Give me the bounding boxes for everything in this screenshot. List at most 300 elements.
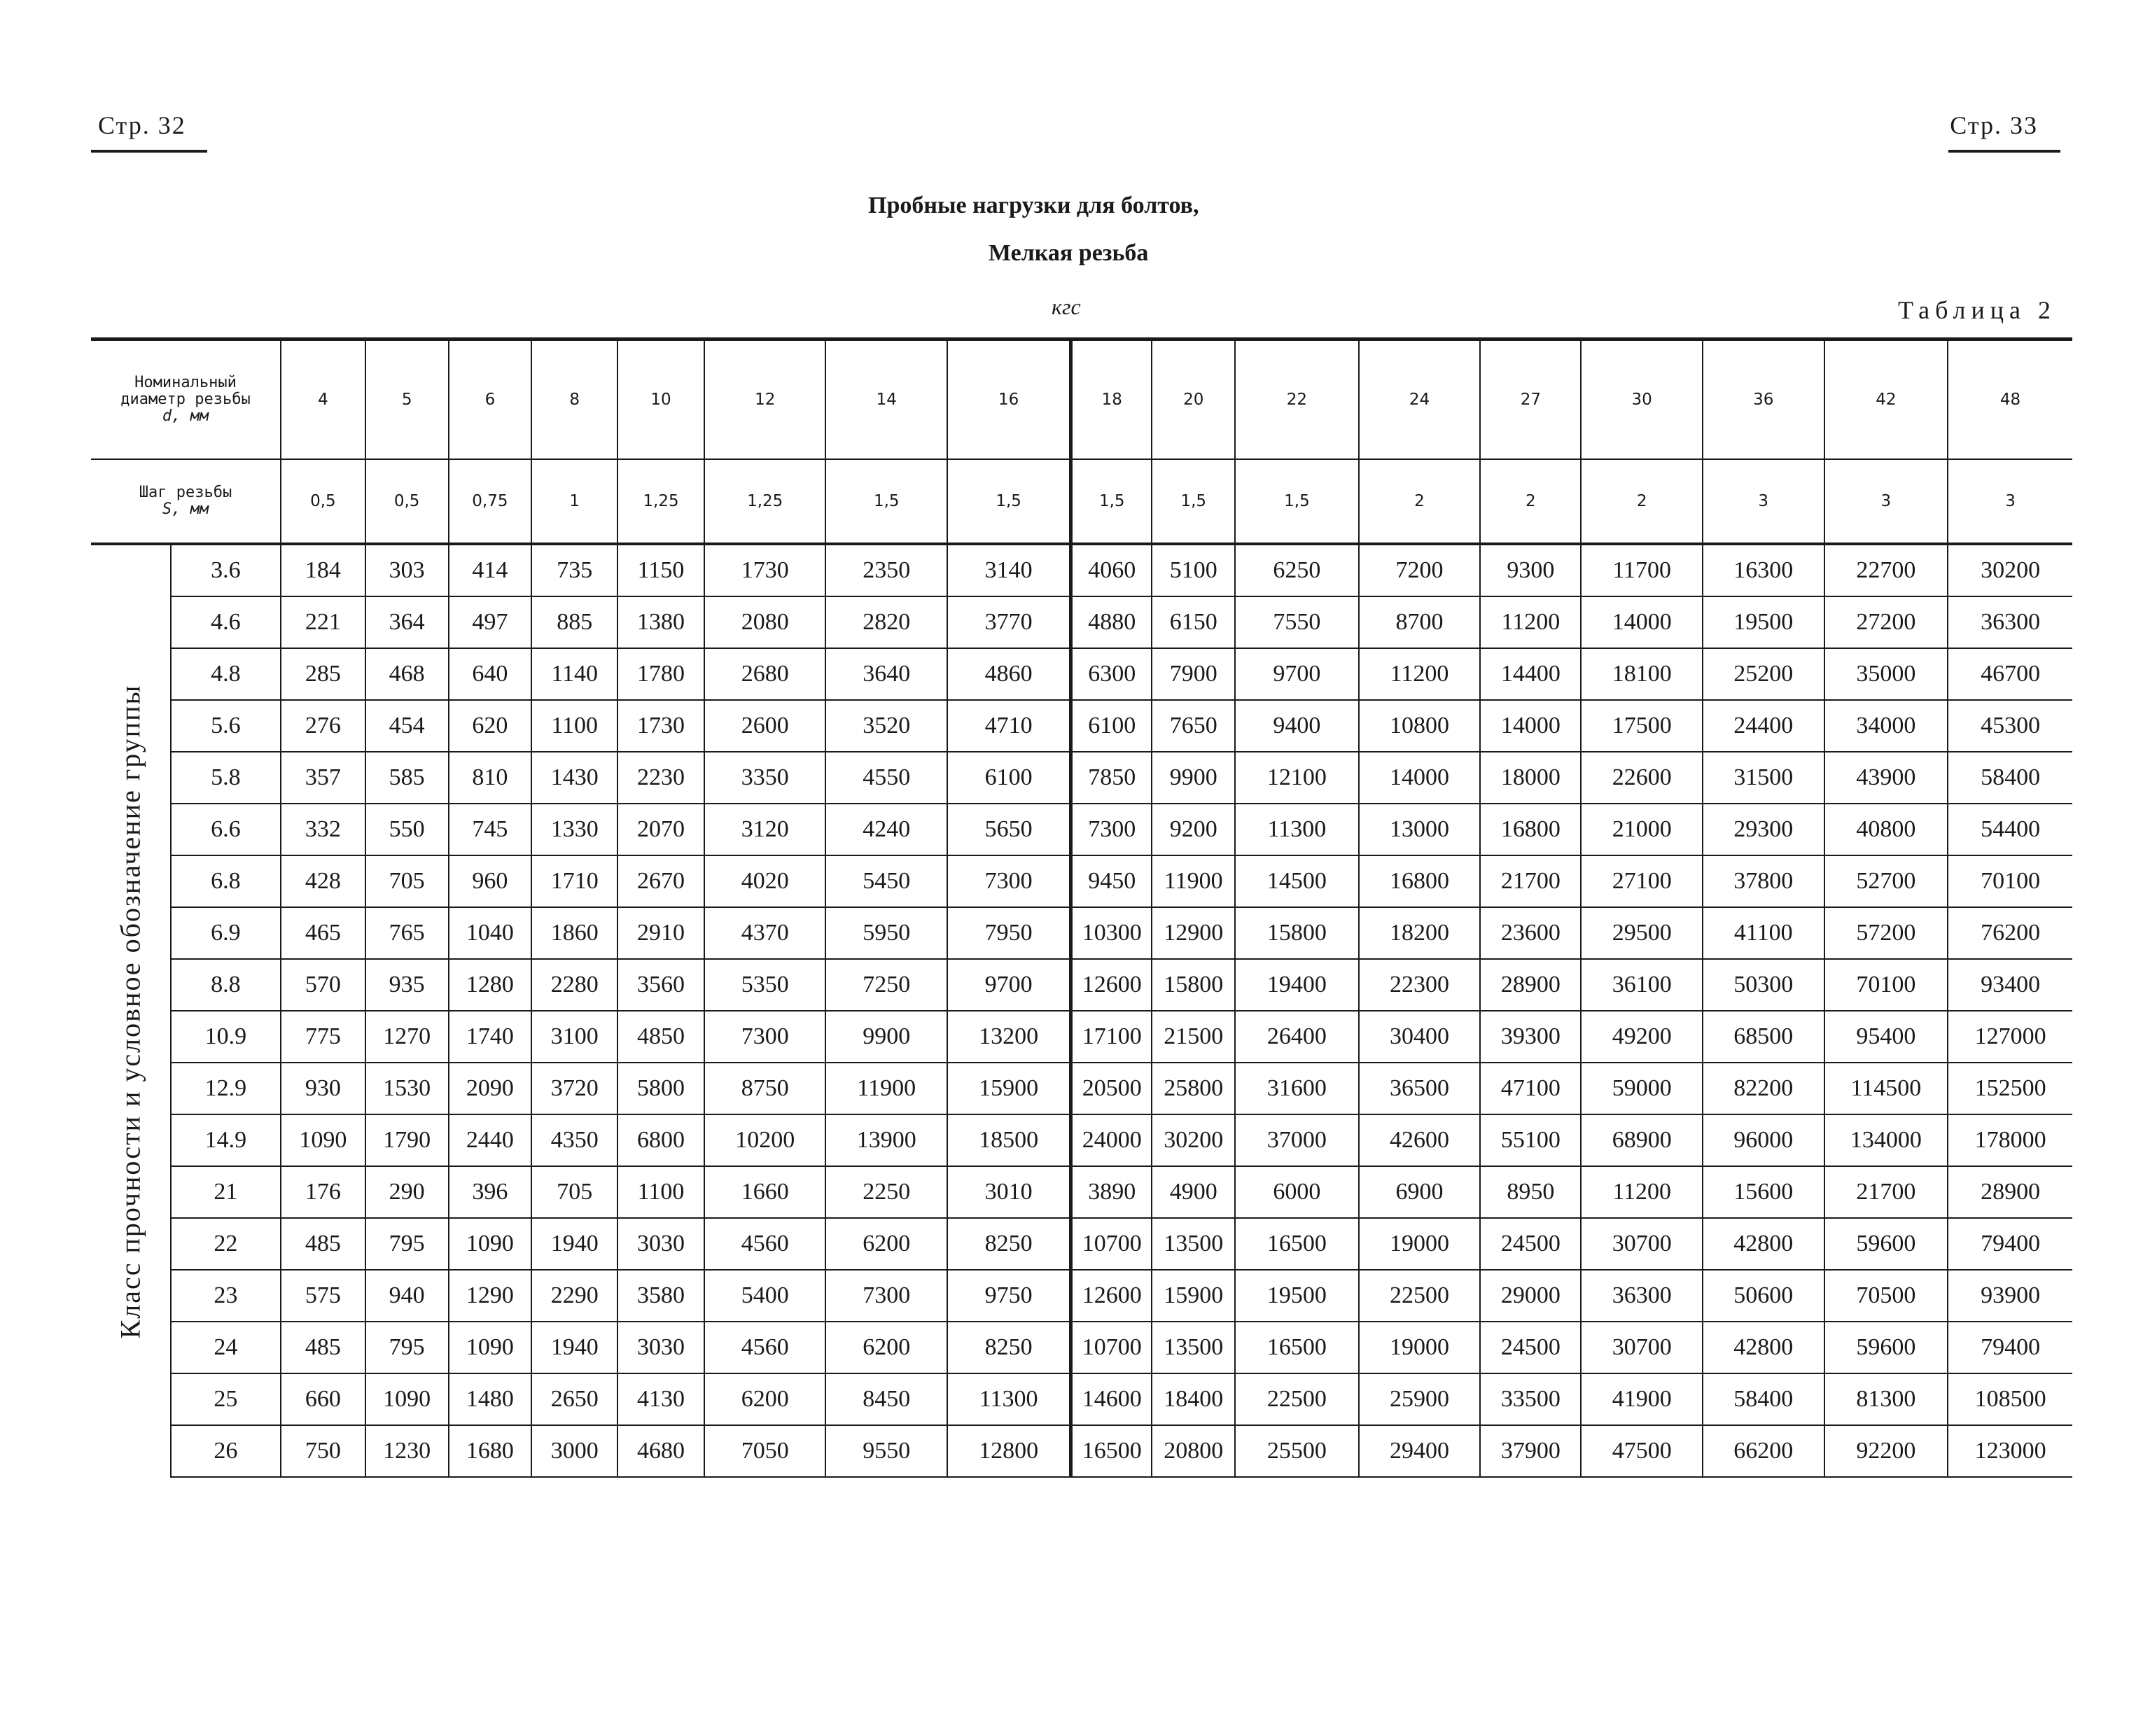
table-row: [91, 1011, 2072, 1063]
load-value-cell: 7550: [1235, 596, 1359, 648]
load-value-cell: 8250: [947, 1322, 1071, 1373]
load-value-cell: 14000: [1480, 700, 1581, 752]
load-value-cell: 21700: [1480, 855, 1581, 907]
load-value-cell: 6000: [1235, 1166, 1359, 1218]
load-value-cell: 26400: [1235, 1011, 1359, 1063]
load-value-cell: 25500: [1235, 1425, 1359, 1477]
diameter-value: 20: [1152, 340, 1235, 460]
load-value-cell: 1940: [531, 1322, 617, 1373]
load-value-cell: 1530: [365, 1063, 449, 1114]
load-value-cell: 3640: [825, 648, 947, 700]
load-value-cell: 28900: [1480, 959, 1581, 1011]
load-value-cell: 7300: [1071, 804, 1152, 855]
load-value-cell: 37000: [1235, 1114, 1359, 1166]
load-value-cell: 12600: [1071, 1270, 1152, 1322]
load-value-cell: 17100: [1071, 1011, 1152, 1063]
load-value-cell: 4850: [617, 1011, 704, 1063]
diameter-value: 10: [617, 340, 704, 460]
load-value-cell: 57200: [1824, 907, 1948, 959]
load-value-cell: 2280: [531, 959, 617, 1011]
load-value-cell: 19000: [1359, 1218, 1481, 1270]
load-value-cell: 1140: [531, 648, 617, 700]
load-value-cell: 1090: [449, 1322, 532, 1373]
load-value-cell: 9200: [1152, 804, 1235, 855]
strength-class-cell: 25: [171, 1373, 281, 1425]
diameter-label-line: d, мм: [162, 407, 209, 425]
load-value-cell: 8950: [1480, 1166, 1581, 1218]
load-value-cell: 70100: [1824, 959, 1948, 1011]
load-value-cell: 1330: [531, 804, 617, 855]
load-value-cell: 2680: [704, 648, 826, 700]
load-value-cell: 332: [281, 804, 365, 855]
load-value-cell: 9700: [947, 959, 1071, 1011]
load-value-cell: 1940: [531, 1218, 617, 1270]
load-value-cell: 575: [281, 1270, 365, 1322]
load-value-cell: 364: [365, 596, 449, 648]
table-row: [91, 1425, 2072, 1477]
load-value-cell: 93400: [1948, 959, 2072, 1011]
strength-class-cell: 5.6: [171, 700, 281, 752]
load-value-cell: 30200: [1948, 544, 2072, 596]
load-value-cell: 50600: [1703, 1270, 1824, 1322]
load-value-cell: 3100: [531, 1011, 617, 1063]
load-value-cell: 8750: [704, 1063, 826, 1114]
diameter-label-line: диаметр резьбы: [120, 391, 251, 408]
load-value-cell: 2910: [617, 907, 704, 959]
load-value-cell: 4860: [947, 648, 1071, 700]
load-value-cell: 2070: [617, 804, 704, 855]
load-value-cell: 3000: [531, 1425, 617, 1477]
load-value-cell: 497: [449, 596, 532, 648]
load-value-cell: 24500: [1480, 1218, 1581, 1270]
diameter-value: 24: [1359, 340, 1481, 460]
table-row: [91, 855, 2072, 907]
load-value-cell: 30700: [1581, 1218, 1703, 1270]
strength-class-cell: 26: [171, 1425, 281, 1477]
load-value-cell: 37800: [1703, 855, 1824, 907]
load-value-cell: 6100: [947, 752, 1071, 804]
load-value-cell: 19500: [1235, 1270, 1359, 1322]
strength-class-cell: 22: [171, 1218, 281, 1270]
load-value-cell: 7200: [1359, 544, 1481, 596]
load-value-cell: 9400: [1235, 700, 1359, 752]
load-value-cell: 1380: [617, 596, 704, 648]
load-value-cell: 1780: [617, 648, 704, 700]
load-value-cell: 40800: [1824, 804, 1948, 855]
load-value-cell: 7300: [825, 1270, 947, 1322]
load-value-cell: 3140: [947, 544, 1071, 596]
load-value-cell: 70500: [1824, 1270, 1948, 1322]
pitch-value: 0,75: [449, 459, 532, 544]
load-value-cell: 940: [365, 1270, 449, 1322]
diameter-value: 22: [1235, 340, 1359, 460]
diameter-value: 4: [281, 340, 365, 460]
load-value-cell: 660: [281, 1373, 365, 1425]
diameter-value: 6: [449, 340, 532, 460]
table-row: [91, 1218, 2072, 1270]
load-value-cell: 27200: [1824, 596, 1948, 648]
pitch-value: 1,25: [617, 459, 704, 544]
table-row: [91, 1270, 2072, 1322]
load-value-cell: 12600: [1071, 959, 1152, 1011]
load-value-cell: 70100: [1948, 855, 2072, 907]
load-value-cell: 2230: [617, 752, 704, 804]
load-value-cell: 19000: [1359, 1322, 1481, 1373]
page-number-right: Стр. 33: [1950, 111, 2038, 139]
load-value-cell: 221: [281, 596, 365, 648]
load-value-cell: 29500: [1581, 907, 1703, 959]
load-value-cell: 10700: [1071, 1322, 1152, 1373]
load-value-cell: 134000: [1824, 1114, 1948, 1166]
load-value-cell: 357: [281, 752, 365, 804]
load-value-cell: 7300: [704, 1011, 826, 1063]
load-value-cell: 2350: [825, 544, 947, 596]
load-value-cell: 7050: [704, 1425, 826, 1477]
load-value-cell: 795: [365, 1322, 449, 1373]
load-value-cell: 59600: [1824, 1218, 1948, 1270]
load-value-cell: 3120: [704, 804, 826, 855]
strength-class-cell: 6.6: [171, 804, 281, 855]
load-value-cell: 30700: [1581, 1322, 1703, 1373]
load-value-cell: 6300: [1071, 648, 1152, 700]
load-value-cell: 7250: [825, 959, 947, 1011]
load-value-cell: 15900: [947, 1063, 1071, 1114]
table-row: [91, 1322, 2072, 1373]
diameter-value: 12: [704, 340, 826, 460]
load-value-cell: 3720: [531, 1063, 617, 1114]
load-value-cell: 24000: [1071, 1114, 1152, 1166]
table-row: [91, 700, 2072, 752]
load-value-cell: 36300: [1581, 1270, 1703, 1322]
load-value-cell: 21000: [1581, 804, 1703, 855]
load-value-cell: 4240: [825, 804, 947, 855]
load-value-cell: 1150: [617, 544, 704, 596]
load-value-cell: 19500: [1703, 596, 1824, 648]
load-value-cell: 11900: [825, 1063, 947, 1114]
strength-class-cell: 4.6: [171, 596, 281, 648]
load-value-cell: 7650: [1152, 700, 1235, 752]
load-value-cell: 485: [281, 1322, 365, 1373]
load-value-cell: 2440: [449, 1114, 532, 1166]
load-value-cell: 9300: [1480, 544, 1581, 596]
diameter-value: 16: [947, 340, 1071, 460]
load-value-cell: 4900: [1152, 1166, 1235, 1218]
load-value-cell: 5100: [1152, 544, 1235, 596]
load-value-cell: 4560: [704, 1218, 826, 1270]
pitch-value: 3: [1948, 459, 2072, 544]
load-value-cell: 2250: [825, 1166, 947, 1218]
diameter-value: 30: [1581, 340, 1703, 460]
load-value-cell: 4710: [947, 700, 1071, 752]
table-row: [91, 596, 2072, 648]
load-value-cell: 485: [281, 1218, 365, 1270]
load-value-cell: 30400: [1359, 1011, 1481, 1063]
load-value-cell: 55100: [1480, 1114, 1581, 1166]
load-value-cell: 58400: [1703, 1373, 1824, 1425]
load-value-cell: 31600: [1235, 1063, 1359, 1114]
load-value-cell: 7900: [1152, 648, 1235, 700]
load-value-cell: 4350: [531, 1114, 617, 1166]
load-value-cell: 13200: [947, 1011, 1071, 1063]
load-value-cell: 1660: [704, 1166, 826, 1218]
load-value-cell: 54400: [1948, 804, 2072, 855]
load-value-cell: 22500: [1235, 1373, 1359, 1425]
load-value-cell: 414: [449, 544, 532, 596]
load-value-cell: 303: [365, 544, 449, 596]
load-value-cell: 114500: [1824, 1063, 1948, 1114]
load-value-cell: 79400: [1948, 1322, 2072, 1373]
strength-class-cell: 5.8: [171, 752, 281, 804]
pitch-value: 0,5: [365, 459, 449, 544]
load-value-cell: 705: [365, 855, 449, 907]
load-value-cell: 7950: [947, 907, 1071, 959]
load-value-cell: 47500: [1581, 1425, 1703, 1477]
pitch-value: 1,5: [1152, 459, 1235, 544]
strength-class-cell: 10.9: [171, 1011, 281, 1063]
load-value-cell: 46700: [1948, 648, 2072, 700]
load-value-cell: 9700: [1235, 648, 1359, 700]
load-value-cell: 127000: [1948, 1011, 2072, 1063]
load-value-cell: 705: [531, 1166, 617, 1218]
load-value-cell: 16300: [1703, 544, 1824, 596]
load-value-cell: 21500: [1152, 1011, 1235, 1063]
diameter-value: 48: [1948, 340, 2072, 460]
load-value-cell: 5350: [704, 959, 826, 1011]
load-value-cell: 25800: [1152, 1063, 1235, 1114]
strength-class-cell: 12.9: [171, 1063, 281, 1114]
load-value-cell: 41100: [1703, 907, 1824, 959]
load-value-cell: 12800: [947, 1425, 1071, 1477]
load-value-cell: 3890: [1071, 1166, 1152, 1218]
load-value-cell: 81300: [1824, 1373, 1948, 1425]
load-value-cell: 36100: [1581, 959, 1703, 1011]
load-value-cell: 4370: [704, 907, 826, 959]
pitch-value: 2: [1359, 459, 1481, 544]
load-value-cell: 960: [449, 855, 532, 907]
load-value-cell: 22700: [1824, 544, 1948, 596]
load-value-cell: 43900: [1824, 752, 1948, 804]
diameter-value: 42: [1824, 340, 1948, 460]
load-value-cell: 176: [281, 1166, 365, 1218]
group-label-cell: [91, 544, 171, 1477]
table-row: [91, 544, 2072, 596]
load-value-cell: 29300: [1703, 804, 1824, 855]
load-value-cell: 11200: [1359, 648, 1481, 700]
load-value-cell: 25200: [1703, 648, 1824, 700]
load-value-cell: 59600: [1824, 1322, 1948, 1373]
load-value-cell: 5950: [825, 907, 947, 959]
load-value-cell: 11900: [1152, 855, 1235, 907]
load-value-cell: 23600: [1480, 907, 1581, 959]
load-value-cell: 935: [365, 959, 449, 1011]
page-number-left-underline: [91, 150, 207, 153]
load-value-cell: 45300: [1948, 700, 2072, 752]
load-value-cell: 16500: [1235, 1322, 1359, 1373]
load-value-cell: 68500: [1703, 1011, 1824, 1063]
diameter-value: 27: [1480, 340, 1581, 460]
load-value-cell: 1860: [531, 907, 617, 959]
load-value-cell: 11300: [947, 1373, 1071, 1425]
load-value-cell: 42600: [1359, 1114, 1481, 1166]
load-value-cell: 1430: [531, 752, 617, 804]
table-row: [91, 959, 2072, 1011]
load-value-cell: 76200: [1948, 907, 2072, 959]
load-value-cell: 36300: [1948, 596, 2072, 648]
load-value-cell: 14000: [1359, 752, 1481, 804]
load-value-cell: 3010: [947, 1166, 1071, 1218]
diameter-value: 18: [1071, 340, 1152, 460]
load-value-cell: 4060: [1071, 544, 1152, 596]
load-value-cell: 47100: [1480, 1063, 1581, 1114]
load-value-cell: 13500: [1152, 1322, 1235, 1373]
strength-class-cell: 4.8: [171, 648, 281, 700]
load-value-cell: 29400: [1359, 1425, 1481, 1477]
pitch-value: 1,5: [947, 459, 1071, 544]
load-value-cell: 5650: [947, 804, 1071, 855]
load-value-cell: 3770: [947, 596, 1071, 648]
pitch-header-row: [91, 459, 2072, 544]
load-value-cell: 123000: [1948, 1425, 2072, 1477]
strength-class-cell: 23: [171, 1270, 281, 1322]
table-subtitle: Мелкая резьба: [989, 240, 1149, 266]
diameter-value: 8: [531, 340, 617, 460]
load-value-cell: 50300: [1703, 959, 1824, 1011]
load-value-cell: 6900: [1359, 1166, 1481, 1218]
load-value-cell: 620: [449, 700, 532, 752]
diameter-value: 36: [1703, 340, 1824, 460]
load-value-cell: 96000: [1703, 1114, 1824, 1166]
load-value-cell: 3030: [617, 1322, 704, 1373]
load-value-cell: 465: [281, 907, 365, 959]
load-value-cell: 11300: [1235, 804, 1359, 855]
load-value-cell: 37900: [1480, 1425, 1581, 1477]
pitch-value: 2: [1480, 459, 1581, 544]
load-value-cell: 9550: [825, 1425, 947, 1477]
load-value-cell: 15600: [1703, 1166, 1824, 1218]
load-value-cell: 2820: [825, 596, 947, 648]
load-value-cell: 1040: [449, 907, 532, 959]
pitch-header-label: [91, 459, 281, 544]
load-value-cell: 1100: [617, 1166, 704, 1218]
load-value-cell: 13500: [1152, 1218, 1235, 1270]
load-value-cell: 12900: [1152, 907, 1235, 959]
load-value-cell: 2670: [617, 855, 704, 907]
load-value-cell: 1090: [365, 1373, 449, 1425]
load-value-cell: 19400: [1235, 959, 1359, 1011]
load-value-cell: 468: [365, 648, 449, 700]
load-value-cell: 15800: [1152, 959, 1235, 1011]
load-value-cell: 1680: [449, 1425, 532, 1477]
strength-class-cell: 6.9: [171, 907, 281, 959]
load-value-cell: 4680: [617, 1425, 704, 1477]
load-value-cell: 5450: [825, 855, 947, 907]
load-value-cell: 1280: [449, 959, 532, 1011]
load-value-cell: 36500: [1359, 1063, 1481, 1114]
load-value-cell: 14000: [1581, 596, 1703, 648]
load-value-cell: 41900: [1581, 1373, 1703, 1425]
load-value-cell: 42800: [1703, 1218, 1824, 1270]
load-value-cell: 765: [365, 907, 449, 959]
load-value-cell: 3350: [704, 752, 826, 804]
pitch-value: 1,25: [704, 459, 826, 544]
load-value-cell: 33500: [1480, 1373, 1581, 1425]
load-value-cell: 428: [281, 855, 365, 907]
load-value-cell: 5800: [617, 1063, 704, 1114]
load-value-cell: 4880: [1071, 596, 1152, 648]
load-value-cell: 396: [449, 1166, 532, 1218]
load-value-cell: 276: [281, 700, 365, 752]
load-value-cell: 550: [365, 804, 449, 855]
load-value-cell: 285: [281, 648, 365, 700]
load-value-cell: 4020: [704, 855, 826, 907]
load-value-cell: 6100: [1071, 700, 1152, 752]
load-value-cell: 22600: [1581, 752, 1703, 804]
pitch-label-line: S, мм: [162, 500, 209, 518]
load-value-cell: 885: [531, 596, 617, 648]
load-value-cell: 2090: [449, 1063, 532, 1114]
load-value-cell: 2650: [531, 1373, 617, 1425]
load-value-cell: 79400: [1948, 1218, 2072, 1270]
load-value-cell: 92200: [1824, 1425, 1948, 1477]
load-value-cell: 9750: [947, 1270, 1071, 1322]
load-value-cell: 640: [449, 648, 532, 700]
load-value-cell: 16500: [1235, 1218, 1359, 1270]
load-value-cell: 39300: [1480, 1011, 1581, 1063]
load-value-cell: 2080: [704, 596, 826, 648]
load-value-cell: 1710: [531, 855, 617, 907]
load-value-cell: 1480: [449, 1373, 532, 1425]
load-value-cell: 17500: [1581, 700, 1703, 752]
load-value-cell: 18400: [1152, 1373, 1235, 1425]
proof-load-table: [91, 337, 2072, 1478]
load-value-cell: 7850: [1071, 752, 1152, 804]
diameter-header-row: [91, 340, 2072, 460]
load-value-cell: 1090: [281, 1114, 365, 1166]
load-value-cell: 31500: [1703, 752, 1824, 804]
load-value-cell: 21700: [1824, 1166, 1948, 1218]
load-value-cell: 16500: [1071, 1425, 1152, 1477]
load-value-cell: 1790: [365, 1114, 449, 1166]
load-value-cell: 745: [449, 804, 532, 855]
load-value-cell: 20500: [1071, 1063, 1152, 1114]
load-value-cell: 11200: [1581, 1166, 1703, 1218]
load-value-cell: 24400: [1703, 700, 1824, 752]
load-value-cell: 6200: [825, 1218, 947, 1270]
load-value-cell: 810: [449, 752, 532, 804]
load-value-cell: 3030: [617, 1218, 704, 1270]
load-value-cell: 18100: [1581, 648, 1703, 700]
table-row: [91, 1166, 2072, 1218]
load-value-cell: 10300: [1071, 907, 1152, 959]
diameter-header-label: [91, 340, 281, 460]
load-value-cell: 14500: [1235, 855, 1359, 907]
load-value-cell: 24500: [1480, 1322, 1581, 1373]
load-value-cell: 22500: [1359, 1270, 1481, 1322]
load-value-cell: 82200: [1703, 1063, 1824, 1114]
load-value-cell: 1730: [704, 544, 826, 596]
load-value-cell: 10800: [1359, 700, 1481, 752]
load-value-cell: 1090: [449, 1218, 532, 1270]
load-value-cell: 9900: [825, 1011, 947, 1063]
load-value-cell: 6200: [704, 1373, 826, 1425]
load-value-cell: 18200: [1359, 907, 1481, 959]
load-value-cell: 6800: [617, 1114, 704, 1166]
load-value-cell: 14600: [1071, 1373, 1152, 1425]
diameter-value: 5: [365, 340, 449, 460]
table-title: Пробные нагрузки для болтов,: [868, 192, 1199, 218]
load-value-cell: 8450: [825, 1373, 947, 1425]
load-value-cell: 1290: [449, 1270, 532, 1322]
